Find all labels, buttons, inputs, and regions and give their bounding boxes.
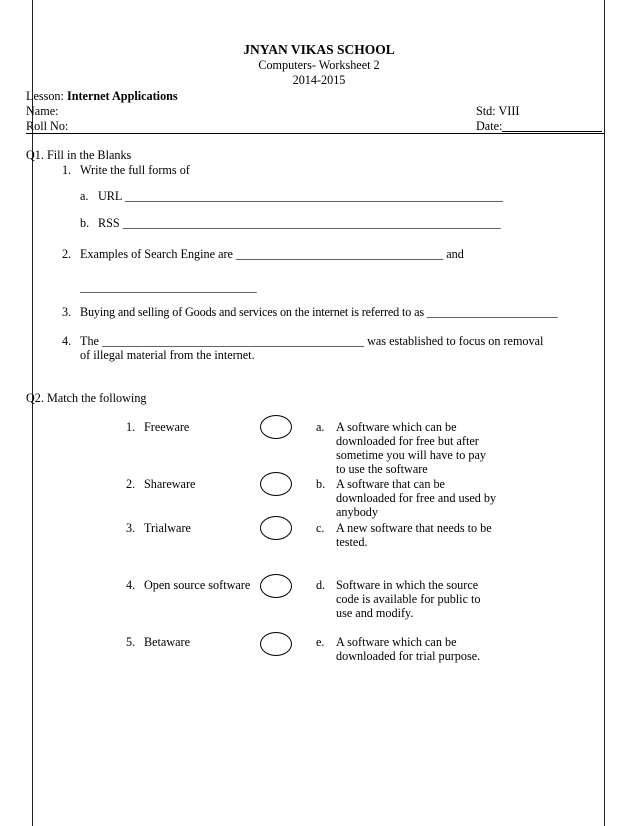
match-right-c-letter: c. [316, 521, 325, 535]
match-right-e-line-2: downloaded for trial purpose. [336, 649, 481, 663]
q1-item-1-num: 1. [62, 163, 72, 177]
match-left-4-label: Open source software [144, 578, 251, 592]
match-right-d-letter: d. [316, 578, 326, 592]
match-left-3-label: Trialware [144, 521, 191, 535]
match-left-4-num: 4. [126, 578, 136, 592]
match-right-d-line-2: code is available for public to [336, 592, 481, 606]
lesson-label: Lesson: [26, 89, 67, 103]
lesson-line [26, 89, 178, 103]
academic-year: 2014-2015 [292, 73, 346, 87]
answer-oval-3[interactable] [260, 516, 292, 540]
q1-item-a-text: URL ______________________________________________________________ [98, 189, 503, 203]
q1-item-b-letter: b. [80, 216, 90, 230]
match-left-5-num: 5. [126, 635, 136, 649]
lesson-value: Internet Applications [66, 89, 178, 103]
date-blank-line [502, 131, 602, 132]
match-left-5-label: Betaware [144, 635, 191, 649]
date-label: Date: [476, 119, 503, 133]
match-right-e-line-1: A software which can be [336, 635, 457, 649]
std-label: Std: VIII [476, 104, 520, 118]
answer-oval-5[interactable] [260, 632, 292, 656]
q1-item-4-num: 4. [62, 334, 72, 348]
match-right-c-line-2: tested. [336, 535, 368, 549]
q1-title: Q1. Fill in the Blanks [26, 148, 132, 162]
answer-oval-4[interactable] [260, 574, 292, 598]
page-border-right [604, 0, 605, 826]
q1-item-4-text: The ___________________________________________ was established to focus on removal [80, 334, 544, 348]
q1-item-1-text: Write the full forms of [80, 163, 190, 177]
answer-oval-1[interactable] [260, 415, 292, 439]
match-right-c-line-1: A new software that needs to be [336, 521, 492, 535]
q1-item-2-num: 2. [62, 247, 72, 261]
q1-item-b-text: RSS ______________________________________________________________ [98, 216, 501, 230]
match-right-a-line-4: to use the software [336, 462, 428, 476]
worksheet-subtitle: Computers- Worksheet 2 [258, 58, 380, 72]
match-right-a-line-3: sometime you will have to pay [336, 448, 486, 462]
match-left-2-num: 2. [126, 477, 136, 491]
match-right-d-line-1: Software in which the source [336, 578, 479, 592]
match-right-a-letter: a. [316, 420, 325, 434]
header-rule [26, 133, 604, 134]
match-right-d-line-3: use and modify. [336, 606, 414, 620]
match-right-a-line-2: downloaded for free but after [336, 434, 479, 448]
q1-item-4-continuation: of illegal material from the internet. [80, 348, 255, 362]
name-label: Name: [26, 104, 59, 118]
match-right-b-line-3: anybody [336, 505, 378, 519]
q1-item-a-letter: a. [80, 189, 89, 203]
match-right-b-line-2: downloaded for free and used by [336, 491, 497, 505]
match-left-2-label: Shareware [144, 477, 196, 491]
school-title: JNYAN VIKAS SCHOOL [243, 42, 395, 57]
q1-item-2-text: Examples of Search Engine are __________________________________ and [80, 247, 464, 261]
roll-label: Roll No: [26, 119, 69, 133]
match-right-b-letter: b. [316, 477, 326, 491]
match-right-a-line-1: A software which can be [336, 420, 457, 434]
match-right-b-line-1: A software that can be [336, 477, 445, 491]
answer-oval-2[interactable] [260, 472, 292, 496]
q1-item-3-num: 3. [62, 305, 72, 319]
match-left-3-num: 3. [126, 521, 136, 535]
q1-item-2-blank: _____________________________ [80, 280, 257, 294]
match-left-1-num: 1. [126, 420, 136, 434]
match-right-e-letter: e. [316, 635, 325, 649]
q1-item-3-text: Buying and selling of Goods and services on the internet is referred to as ______________________ [80, 305, 558, 319]
q2-title: Q2. Match the following [26, 391, 147, 405]
match-left-1-label: Freeware [144, 420, 190, 434]
